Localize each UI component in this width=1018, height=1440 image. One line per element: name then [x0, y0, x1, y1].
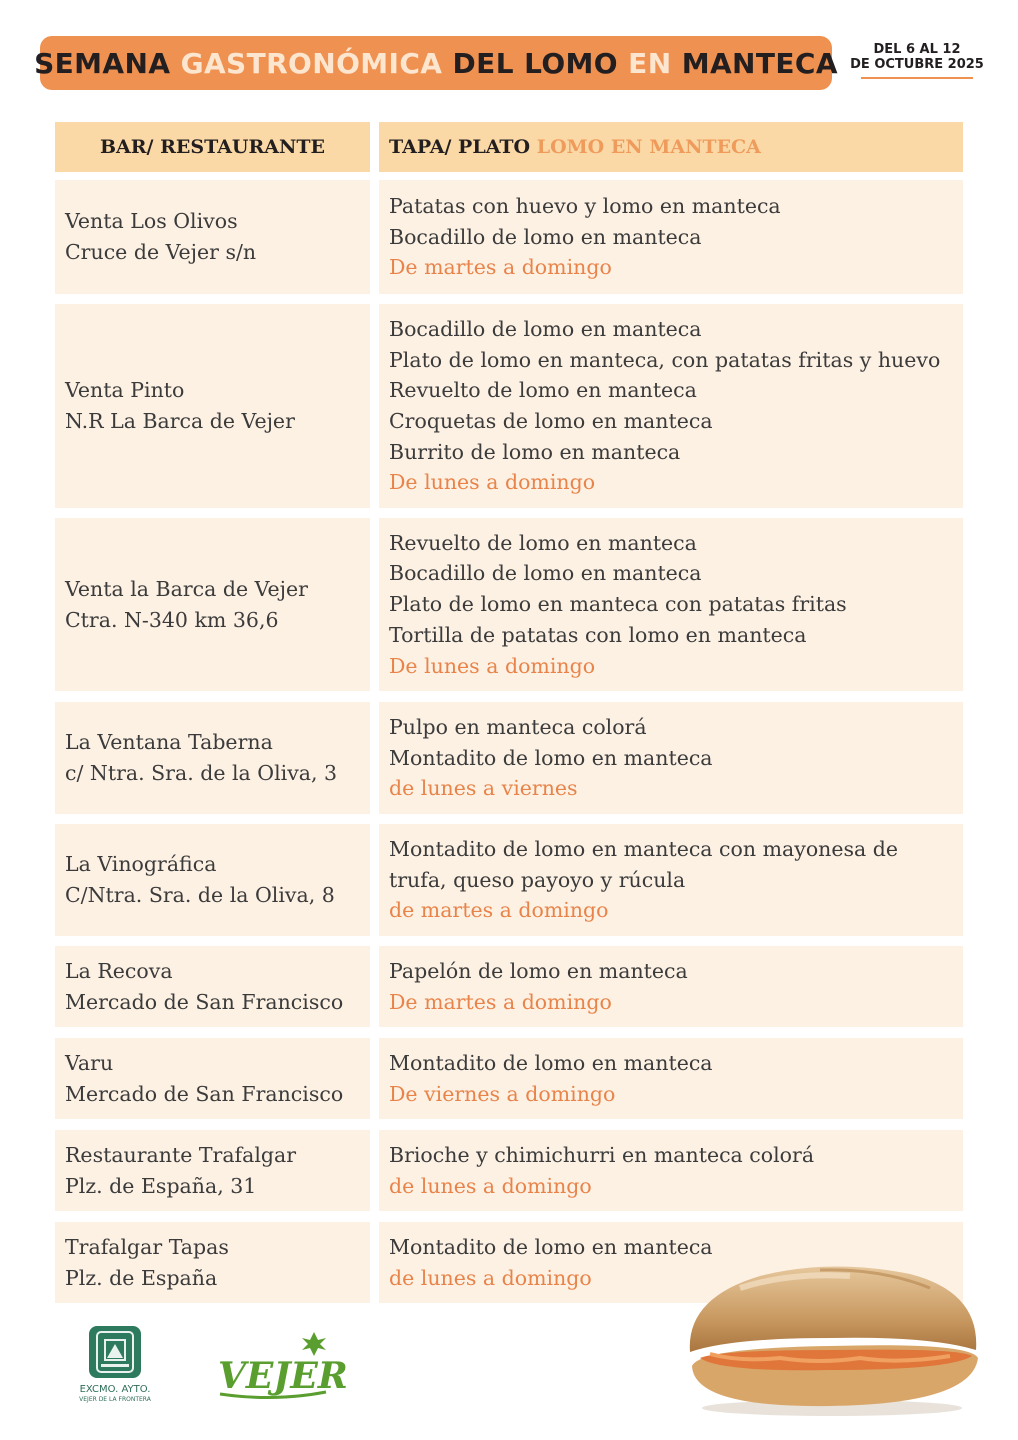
- column-header-restaurant-label: BAR/ RESTAURANTE: [99, 136, 326, 158]
- ayuntamiento-label: EXCMO. AYTO.: [79, 1384, 151, 1395]
- dish-item: Patatas con huevo y lomo en manteca: [389, 193, 781, 218]
- dish-cell: [379, 518, 963, 691]
- schedule-text: De lunes a domingo: [389, 470, 596, 495]
- restaurant-name: Venta Pinto: [65, 378, 185, 403]
- restaurant-name: Venta la Barca de Vejer: [65, 576, 308, 601]
- restaurant-name: La Vinográfica: [65, 852, 217, 877]
- dish-item: Papelón de lomo en manteca: [389, 958, 688, 983]
- restaurant-address: c/ Ntra. Sra. de la Oliva, 3: [65, 761, 338, 785]
- restaurant-address: Plz. de España, 31: [65, 1173, 257, 1198]
- dates-line-2: DE OCTUBRE 2025: [850, 57, 984, 72]
- dish-item: trufa, queso payoyo y rúcula: [389, 867, 686, 892]
- restaurant-name: La Recova: [65, 958, 173, 983]
- dish-item: Bocadillo de lomo en manteca: [389, 561, 702, 586]
- dish-item: Plato de lomo en manteca con patatas fritas: [389, 592, 847, 617]
- ayuntamiento-sublabel: VEJER DE LA FRONTERA: [79, 1396, 151, 1403]
- restaurant-cell: [55, 824, 370, 936]
- dish-cell: [379, 946, 963, 1027]
- restaurant-address: Mercado de San Francisco: [65, 989, 344, 1014]
- dish-item: Revuelto de lomo en manteca: [389, 378, 697, 403]
- vejer-logo-text: VEJER: [218, 1355, 348, 1397]
- restaurant-name: Varu: [65, 1050, 114, 1075]
- dish-cell: [379, 1130, 963, 1211]
- restaurant-address: N.R La Barca de Vejer: [65, 409, 295, 433]
- dish-item: Bocadillo de lomo en manteca: [389, 224, 702, 249]
- schedule-text: de lunes a viernes: [389, 776, 578, 801]
- dish-item: Burrito de lomo en manteca: [389, 439, 681, 464]
- dates-line-1: DEL 6 AL 12: [873, 42, 961, 57]
- restaurant-name: Venta Los Olivos: [65, 209, 238, 234]
- dish-item: Montadito de lomo en manteca con mayonesa de: [389, 836, 899, 861]
- dish-item: Pulpo en manteca colorá: [389, 714, 647, 739]
- dish-item: Montadito de lomo en manteca: [389, 745, 713, 770]
- schedule-text: de lunes a domingo: [389, 1265, 592, 1290]
- event-dates: [842, 42, 992, 79]
- dish-item: Montadito de lomo en manteca: [389, 1234, 713, 1259]
- restaurant-address: Plz. de España: [65, 1265, 218, 1290]
- dish-item: Tortilla de patatas con lomo en manteca: [389, 622, 807, 647]
- dish-item: Brioche y chimichurri en manteca colorá: [389, 1142, 815, 1167]
- column-header-dish-label: TAPA/ PLATO: [389, 136, 531, 158]
- column-header-dish: [379, 122, 963, 172]
- title-part: GASTRONÓMICA: [180, 46, 443, 80]
- title-part: MANTECA: [671, 46, 838, 80]
- page-title-banner: [34, 36, 838, 90]
- column-header-restaurant: [55, 122, 370, 172]
- dish-item: Plato de lomo en manteca, con patatas fritas y huevo: [389, 347, 941, 372]
- vejer-logo: [214, 1330, 348, 1402]
- restaurant-name: La Ventana Taberna: [65, 730, 273, 755]
- dish-item: Bocadillo de lomo en manteca: [389, 316, 702, 341]
- restaurant-name: Trafalgar Tapas: [65, 1234, 229, 1259]
- restaurant-name: Restaurante Trafalgar: [65, 1142, 297, 1167]
- restaurant-cell: [55, 946, 370, 1027]
- schedule-text: De martes a domingo: [389, 255, 612, 280]
- schedule-text: de lunes a domingo: [389, 1173, 592, 1198]
- vejer-logo-icon: [214, 1330, 348, 1402]
- restaurant-cell: [55, 304, 370, 508]
- dish-item: Revuelto de lomo en manteca: [389, 530, 697, 555]
- schedule-text: De viernes a domingo: [389, 1081, 616, 1106]
- restaurant-cell: [55, 180, 370, 294]
- schedule-text: De martes a domingo: [389, 989, 612, 1014]
- schedule-text: De lunes a domingo: [389, 653, 596, 678]
- dish-cell: [379, 702, 963, 814]
- title-part: DEL LOMO: [442, 46, 629, 80]
- restaurant-cell: [55, 702, 370, 814]
- dates-underline: [861, 77, 973, 79]
- ayuntamiento-logo: [70, 1324, 160, 1404]
- restaurant-address: C/Ntra. Sra. de la Oliva, 8: [65, 883, 335, 907]
- schedule-text: de martes a domingo: [389, 898, 609, 923]
- restaurant-address: Ctra. N-340 km 36,6: [65, 607, 279, 632]
- restaurant-cell: [55, 518, 370, 691]
- dish-cell: [379, 824, 963, 936]
- dish-item: Croquetas de lomo en manteca: [389, 409, 713, 433]
- restaurant-cell: [55, 1038, 370, 1119]
- dish-cell: [379, 304, 963, 508]
- restaurant-address: Cruce de Vejer s/n: [65, 240, 257, 264]
- dish-item: Montadito de lomo en manteca: [389, 1050, 713, 1075]
- dish-cell: [379, 1038, 963, 1119]
- title-part: SEMANA: [34, 46, 181, 80]
- dish-cell: [379, 180, 963, 294]
- column-header-dish-accent: LOMO EN MANTECA: [536, 136, 761, 158]
- restaurant-cell: [55, 1222, 370, 1303]
- title-part: EN: [628, 46, 672, 80]
- coat-of-arms-icon: [85, 1324, 145, 1380]
- bread-roll-icon: [680, 1258, 985, 1418]
- restaurant-cell: [55, 1130, 370, 1211]
- bread-illustration: [680, 1258, 985, 1418]
- restaurant-address: Mercado de San Francisco: [65, 1081, 344, 1106]
